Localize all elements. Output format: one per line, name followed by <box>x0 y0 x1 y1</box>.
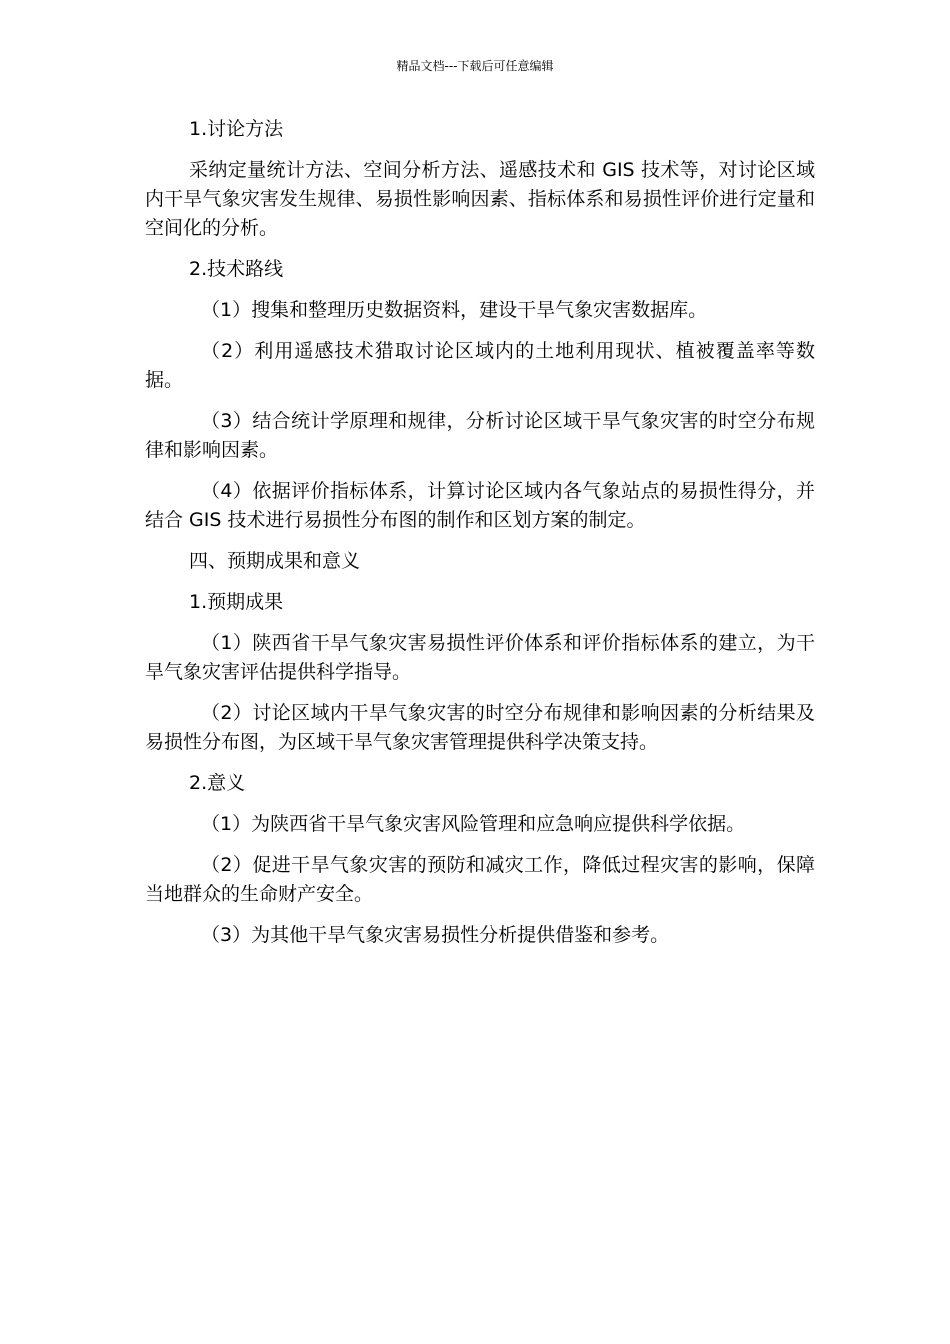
significance-item-3: （3）为其他干旱气象灾害易损性分析提供借鉴和参考。 <box>201 924 670 946</box>
section-heading-methods: 1.讨论方法 <box>189 118 284 140</box>
section-heading-expected-results: 四、预期成果和意义 <box>189 550 361 572</box>
route-item-1: （1）搜集和整理历史数据资料，建设干旱气象灾害数据库。 <box>201 299 708 321</box>
result-item-2: （2）讨论区域内干旱气象灾害的时空分布规律和影响因素的分析结果及易损性分布图，为区域干旱气象灾害管理提供科学决策支持。 <box>145 702 815 753</box>
route-item-3: （3）结合统计学原理和规律，分析讨论区域干旱气象灾害的时空分布规律和影响因素。 <box>145 410 815 461</box>
subsection-heading-expected-results: 1.预期成果 <box>189 591 284 613</box>
route-item-2: （2）利用遥感技术猎取讨论区域内的土地利用现状、植被覆盖率等数据。 <box>145 340 815 391</box>
significance-item-1: （1）为陕西省干旱气象灾害风险管理和应急响应提供科学依据。 <box>201 813 746 835</box>
page-header: 精品文档---下载后可任意编辑 <box>396 59 554 73</box>
methods-paragraph: 采纳定量统计方法、空间分析方法、遥感技术和 GIS 技术等，对讨论区域内干旱气象灾害发生规律、易损性影响因素、指标体系和易损性评价进行定量和空间化的分析。 <box>145 159 815 239</box>
significance-item-2: （2）促进干旱气象灾害的预防和减灾工作，降低过程灾害的影响，保障当地群众的生命财产安全。 <box>145 854 815 905</box>
route-item-4: （4）依据评价指标体系，计算讨论区域内各气象站点的易损性得分，并结合 GIS 技术进行易损性分布图的制作和区划方案的制定。 <box>145 480 815 531</box>
document-body <box>145 115 815 962</box>
result-item-1: （1）陕西省干旱气象灾害易损性评价体系和评价指标体系的建立，为干旱气象灾害评估提供科学指导。 <box>145 632 815 683</box>
subsection-heading-significance: 2.意义 <box>189 772 246 794</box>
section-heading-technical-route: 2.技术路线 <box>189 258 284 280</box>
